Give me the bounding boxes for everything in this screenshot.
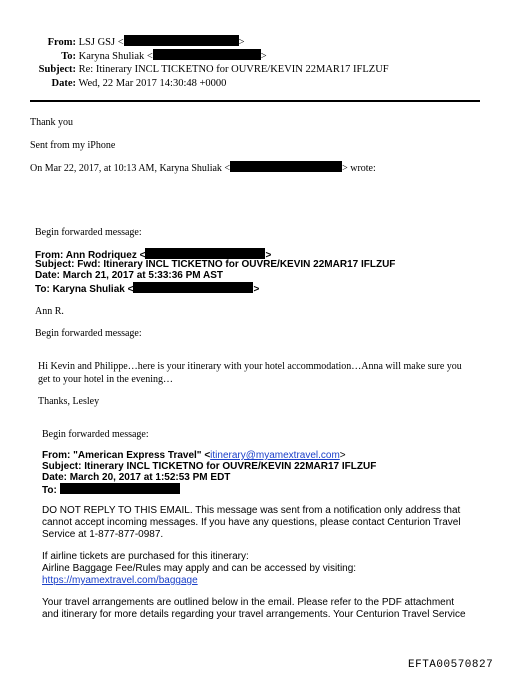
reply-thanks: Thank you bbox=[30, 117, 74, 128]
fwd2-to: To: bbox=[42, 483, 180, 496]
to-label: To: bbox=[61, 51, 76, 62]
reply-wrote-line: On Mar 22, 2017, at 10:13 AM, Karyna Shuliak < > wrote: bbox=[30, 163, 376, 174]
lesley-line2: get to your hotel in the evening… bbox=[38, 374, 173, 385]
from-label: From: bbox=[47, 37, 76, 48]
subject-value: Re: Itinerary INCL TICKETNO for OUVRE/KEVIN 22MAR17 IFLZUF bbox=[78, 64, 389, 75]
to-value: Karyna Shuliak < bbox=[78, 51, 153, 62]
fwd2-begin: Begin forwarded message: bbox=[42, 429, 149, 440]
fwd1-subject: Subject: Fwd: Itinerary INCL TICKETNO for OUVRE/KEVIN 22MAR17 IFLZUF bbox=[35, 259, 396, 270]
header-divider bbox=[30, 100, 480, 102]
redaction-box bbox=[60, 483, 180, 494]
document-id: EFTA00570827 bbox=[408, 659, 494, 671]
baggage-link[interactable]: https://myamextravel.com/baggage bbox=[42, 575, 198, 586]
subject-label: Subject: bbox=[38, 64, 76, 75]
notice-p1-l1: DO NOT REPLY TO THIS EMAIL. This message was sent from a notification only address that bbox=[42, 505, 461, 516]
lesley-line1: Hi Kevin and Philippe…here is your itinerary with your hotel accommodation…Anna will make sure you bbox=[38, 361, 462, 372]
fwd1-to: To: Karyna Shuliak < > bbox=[35, 284, 260, 295]
reply-sent-from: Sent from my iPhone bbox=[30, 140, 116, 151]
redaction-box bbox=[230, 161, 342, 172]
fwd1-sign: Ann R. bbox=[35, 306, 64, 317]
notice-p2-l2: Airline Baggage Fee/Rules may apply and can be accessed by visiting: bbox=[42, 563, 357, 574]
redaction-box bbox=[153, 49, 261, 60]
redaction-box bbox=[133, 282, 253, 293]
fwd1-begin2: Begin forwarded message: bbox=[35, 328, 142, 339]
notice-p1-l2: cannot accept incoming messages. If you have any questions, please contact Centurion Travel bbox=[42, 517, 461, 528]
date-value: Wed, 22 Mar 2017 14:30:48 +0000 bbox=[78, 78, 227, 89]
header-from-row: From: LSJ GSJ < > bbox=[4, 35, 245, 50]
header-date-row bbox=[4, 77, 226, 91]
header-to-row: To: Karyna Shuliak < > bbox=[4, 49, 267, 64]
fwd2-from: From: "American Express Travel" <itinerary@myamextravel.com> bbox=[42, 450, 346, 461]
sender-email-link[interactable]: itinerary@myamextravel.com bbox=[210, 450, 340, 461]
fwd2-subject: Subject: Itinerary INCL TICKETNO for OUVRE/KEVIN 22MAR17 IFLZUF bbox=[42, 461, 377, 472]
redaction-box bbox=[145, 248, 265, 259]
from-value: LSJ GSJ < bbox=[78, 37, 124, 48]
fwd2-date: Date: March 20, 2017 at 1:52:53 PM EDT bbox=[42, 472, 231, 483]
header-subject-row bbox=[4, 63, 389, 77]
notice-p3-l2: and itinerary for more details regarding your travel arrangements. Your Centurion Travel Service bbox=[42, 609, 466, 620]
notice-p1-l3: Service at 1-877-877-0987. bbox=[42, 529, 164, 540]
fwd1-date: Date: March 21, 2017 at 5:33:36 PM AST bbox=[35, 270, 224, 281]
redaction-box bbox=[124, 35, 239, 46]
lesley-thanks: Thanks, Lesley bbox=[38, 396, 100, 407]
notice-p2-l1: If airline tickets are purchased for this itinerary: bbox=[42, 551, 249, 562]
fwd1-from: From: Ann Rodriquez < > bbox=[35, 250, 272, 261]
notice-p3-l1: Your travel arrangements are outlined below in the email. Please refer to the PDF attachment bbox=[42, 597, 455, 608]
fwd1-begin: Begin forwarded message: bbox=[35, 227, 142, 238]
date-label: Date: bbox=[51, 78, 76, 89]
